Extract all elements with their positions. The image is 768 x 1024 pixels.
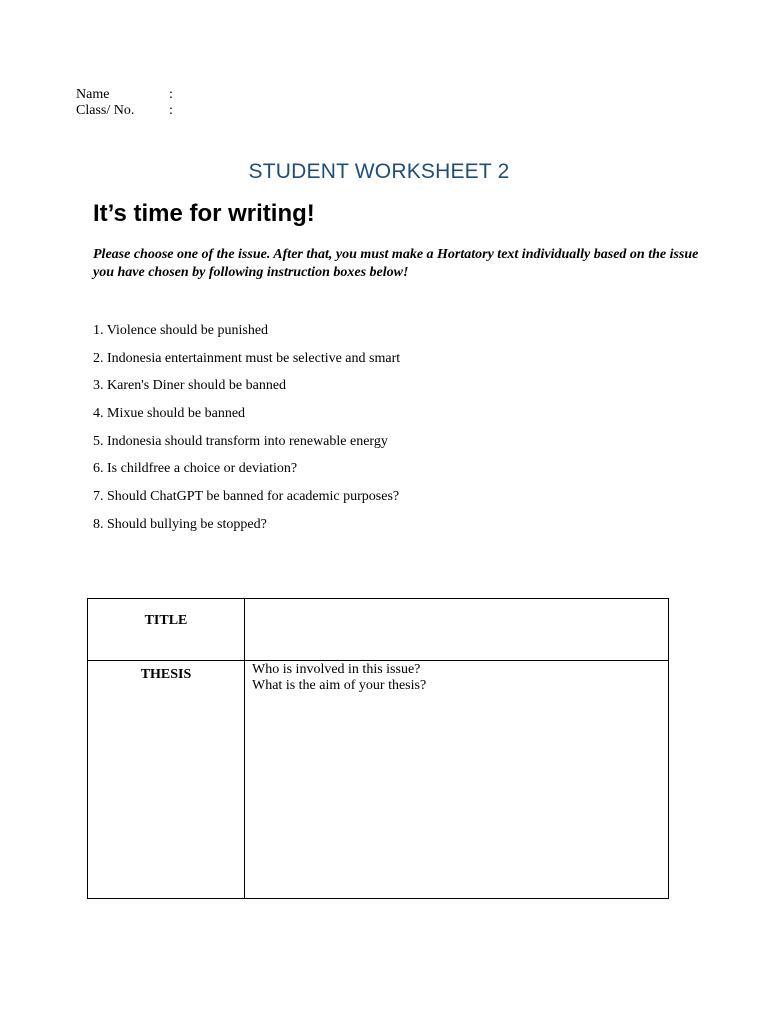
thesis-entry-cell[interactable] (245, 661, 669, 899)
student-info-fields (76, 87, 173, 119)
issue-item: 8. Should bullying be stopped? (93, 516, 267, 532)
name-field-row (76, 87, 173, 103)
issue-item: 1. Violence should be punished (93, 323, 269, 338)
class-field-row (76, 103, 173, 119)
class-field-separator: : (169, 103, 173, 118)
thesis-label: THESIS (88, 661, 245, 899)
thesis-prompt: Who is involved in this issue? (252, 662, 421, 677)
title-label: TITLE (88, 599, 245, 661)
issue-list (93, 321, 400, 543)
thesis-prompt: What is the aim of your thesis? (252, 678, 427, 693)
issue-item: 5. Indonesia should transform into renewable energy (93, 433, 388, 449)
writing-table (87, 598, 669, 899)
issue-item: 3. Karen's Diner should be banned (93, 378, 287, 394)
class-field-label: Class/ No. (76, 103, 135, 118)
issue-item: 2. Indonesia entertainment must be selective and smart (93, 350, 401, 366)
issue-item: 7. Should ChatGPT be banned for academic purposes? (93, 489, 400, 505)
name-field-label: Name (76, 87, 110, 102)
title-entry-cell[interactable] (245, 599, 669, 661)
title-row (88, 599, 669, 661)
issue-item: 4. Mixue should be banned (93, 406, 246, 422)
name-field-separator: : (169, 87, 173, 102)
worksheet-title: STUDENT WORKSHEET 2 (248, 160, 510, 183)
page-headline: It’s time for writing! (93, 200, 315, 227)
instruction-text: Please choose one of the issue. After that, you must make a Hortatory text individually based on the issue you have chosen by following instruction boxes below! (93, 247, 699, 280)
issue-item: 6. Is childfree a choice or deviation? (93, 461, 298, 477)
thesis-row (88, 661, 669, 899)
